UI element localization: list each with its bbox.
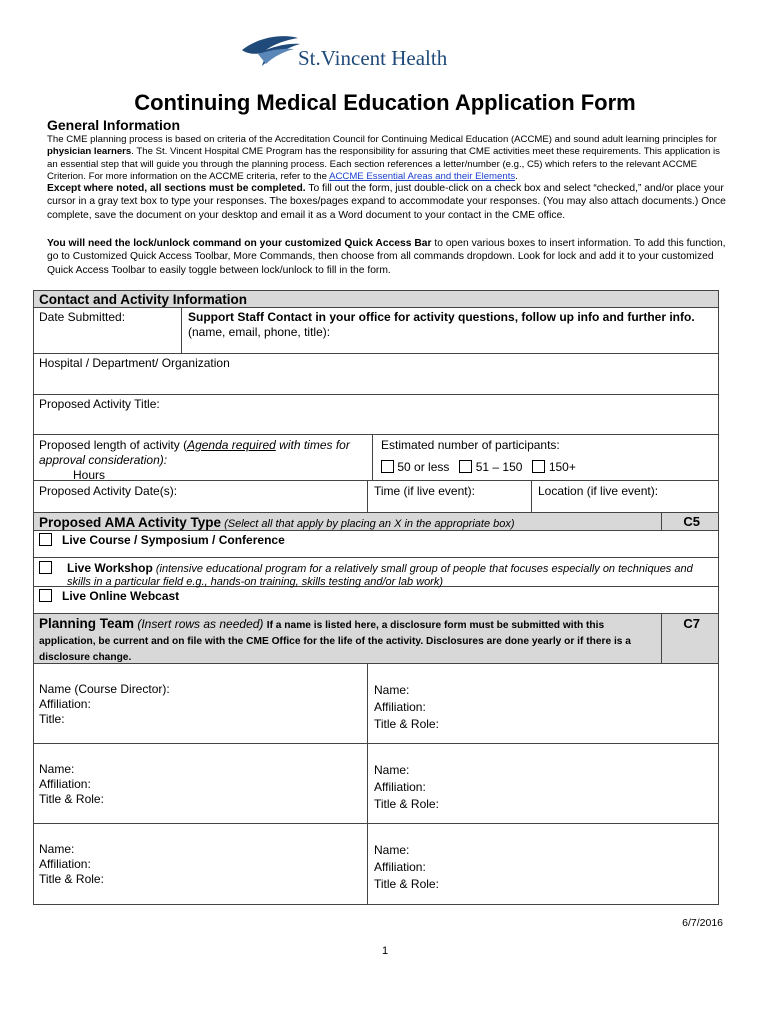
ama-live-workshop: Live Workshop (intensive educational program for a relatively small group of people that focuses especially on techniques and skills in a particular field e.g., hands-on training, skills testing and/or lab work): [34, 558, 718, 587]
intro-paragraph-2: Except where noted, all sections must be completed. To fill out the form, just double-click on a check box and select “checked,” and/or place your cursor in a gray text box to type your responses. The boxes/pages expand to accommodate your responses. (You may also attach documents.) Once complete, save the document on your desktop and email it as a Word document to your contact in the CME office.: [47, 183, 726, 221]
support-staff-field[interactable]: Support Staff Contact in your office for activity questions, follow up info and further info. (name, email, phone, title):: [181, 308, 718, 353]
checkbox-live-workshop[interactable]: [39, 561, 52, 574]
checkbox-150-plus[interactable]: [532, 460, 545, 473]
hospital-field[interactable]: Hospital / Department/ Organization: [34, 354, 718, 395]
planning-section-header: Planning Team (Insert rows as needed) If a name is listed here, a disclosure form must be submitted with this application, be current and on file with the CME Office for the life of the activity. Disclosures are done yearly or if there is a disclosure change. C7: [34, 614, 718, 664]
ama-section-header: Proposed AMA Activity Type (Select all that apply by placing an X in the appropriate box) C5: [34, 513, 718, 531]
planning-member-2-field[interactable]: Name: Affiliation: Title & Role:: [39, 762, 104, 806]
page-title: Continuing Medical Education Application Form: [134, 90, 636, 115]
footer-date: 6/7/2016: [682, 917, 723, 929]
brand-name: St.Vincent Health: [298, 46, 448, 70]
contact-section-header: [34, 291, 718, 308]
time-field[interactable]: Time (if live event):: [367, 481, 531, 512]
planning-member-3-field[interactable]: Name: Affiliation: Title & Role:: [367, 744, 718, 823]
application-form: [33, 290, 719, 905]
general-heading: General Information: [47, 117, 181, 133]
planning-member-1-field[interactable]: Name: Affiliation: Title & Role:: [367, 664, 718, 743]
activity-length-field[interactable]: Proposed length of activity (Agenda required with times for approval consideration): Hours: [39, 438, 350, 482]
course-director-field[interactable]: Name (Course Director): Affiliation: Title:: [39, 682, 170, 726]
intro-paragraph-3: You will need the lock/unlock command on your customized Quick Access Bar to open various boxes to insert information. To add this function, go to Customized Quick Access Toolbar, More Commands, then choose from all commands dropdown. Look for lock and add it to your customized Quick Access Toolbar to easily toggle between lock/unlock to fill in the form.: [47, 238, 726, 276]
ama-live-webcast: Live Online Webcast: [34, 587, 718, 614]
intro-paragraph-1: The CME planning process is based on criteria of the Accreditation Council for Continuing Medical Education (ACCME) and sound adult learning principles for physician learners. The St. Vincent Hospital CME Program has the responsibility for assuring that CME activities meet these requirements. This application is an essential step that will guide you through the planning process. Each section references a letter/number (e.g., C5) which refers to the relevant ACCME Criterion. For more information on the ACCME criteria, refer to the ACCME Essential Areas and their Elements.: [47, 134, 720, 183]
accme-link[interactable]: ACCME Essential Areas and their Elements: [329, 171, 516, 183]
page-number: 1: [381, 945, 389, 957]
activity-dates-field[interactable]: Proposed Activity Date(s):: [39, 484, 178, 498]
date-submitted-field[interactable]: Date Submitted:: [39, 310, 126, 324]
checkbox-live-webcast[interactable]: [39, 589, 52, 602]
planning-member-5-field[interactable]: Name: Affiliation: Title & Role:: [367, 824, 718, 904]
checkbox-50-or-less[interactable]: [381, 460, 394, 473]
checkbox-live-course[interactable]: [39, 533, 52, 546]
ama-live-course: Live Course / Symposium / Conference: [34, 531, 718, 558]
activity-title-field[interactable]: Proposed Activity Title:: [34, 395, 718, 435]
contact-heading: Contact and Activity Information: [39, 292, 248, 307]
checkbox-51-150[interactable]: [459, 460, 472, 473]
location-field[interactable]: Location (if live event):: [531, 481, 718, 512]
participants-field: Estimated number of participants: 50 or less 51 – 150 150+: [372, 435, 718, 480]
planning-member-4-field[interactable]: Name: Affiliation: Title & Role:: [39, 842, 104, 886]
